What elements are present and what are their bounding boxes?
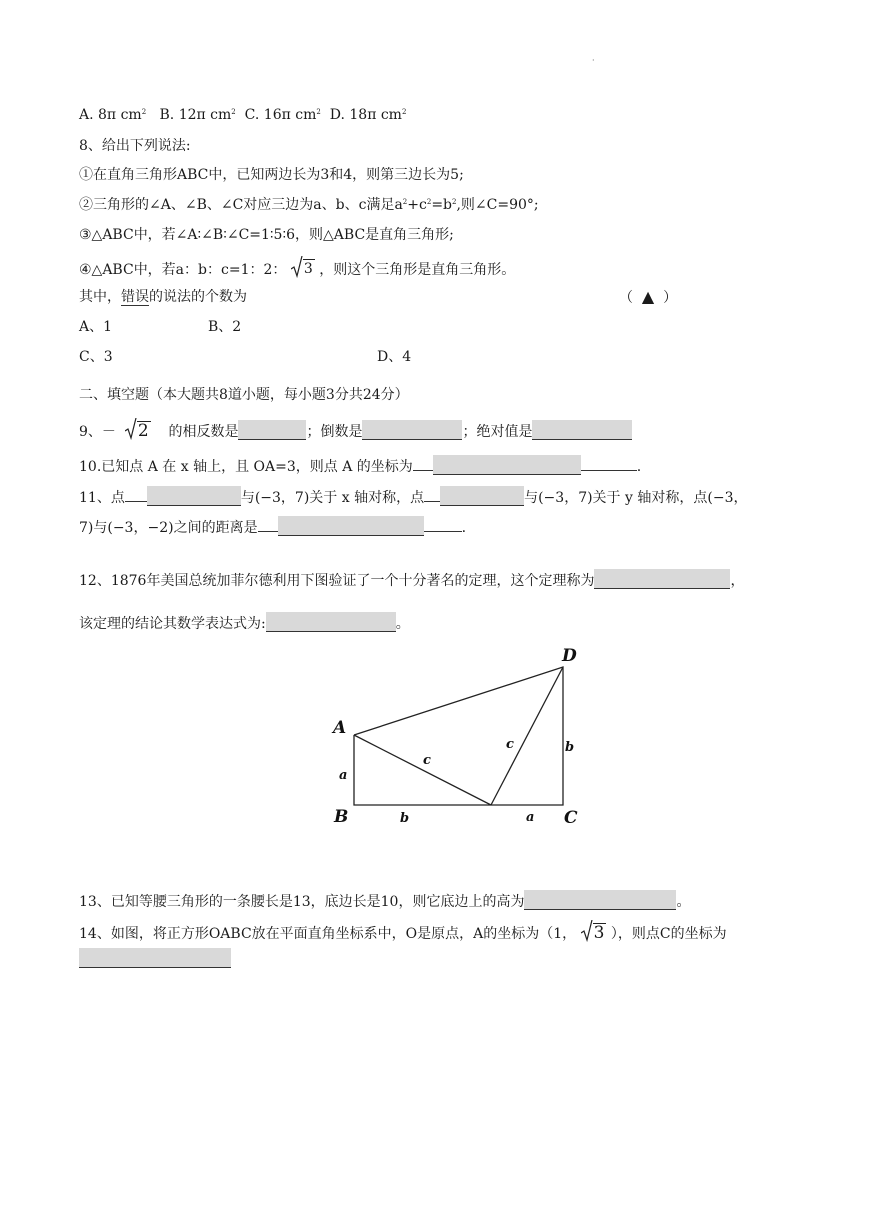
q11-line-2: 7)与(−3，−2)之间的距离是 .: [79, 516, 466, 537]
q7-option-b: B. 12π $cm^2$: [159, 107, 236, 123]
q12-line-2: 该定理的结论其数学表达式为: 。: [79, 612, 410, 633]
q7-option-c: C. 16π $cm^2$: [244, 107, 321, 123]
edge-label-c-left: c: [423, 753, 431, 768]
vertex-label-b: B: [334, 807, 349, 827]
answer-blank[interactable]: [79, 948, 231, 968]
trapezoid-figure: [320, 640, 590, 840]
q8-statement-3: ③△ABC中，若∠A∶∠B∶∠C=1∶5∶6，则△ABC是直角三角形;: [79, 227, 454, 243]
q7-option-a: A. 8π $cm^2$: [79, 107, 147, 123]
q11-line-1: 11、点 与(−3，7)关于 x 轴对称，点 与(−3，7)关于 y 轴对称，点(−3，: [79, 486, 747, 507]
vertex-label-c: C: [564, 808, 578, 828]
q8-title: 8、给出下列说法:: [79, 138, 191, 154]
edge-label-a-left: a: [339, 768, 348, 783]
q9: 9、－ 2 的相反数是 ；倒数是 ；绝对值是: [79, 418, 632, 441]
edge-label-b-bottom: b: [400, 811, 410, 826]
edge-label-c-right: c: [506, 737, 514, 752]
q8-statement-2: ②三角形的∠A、∠B、∠C对应三边为a、b、c满足$a^2+c^2=b^2$,则∠C=90°;: [79, 197, 539, 213]
answer-blank[interactable]: [238, 420, 306, 440]
vertex-label-a: A: [333, 718, 347, 738]
underlined-emphasis: 错误: [121, 289, 149, 305]
answer-blank[interactable]: [440, 486, 524, 506]
answer-blank[interactable]: [147, 486, 241, 506]
answer-blank[interactable]: [433, 455, 581, 475]
q8-option-a: A、1: [79, 319, 113, 335]
q8-question: 其中，错误的说法的个数为: [79, 289, 247, 305]
sqrt-symbol: 3: [291, 256, 315, 278]
answer-blank[interactable]: [524, 890, 676, 910]
q14: 14、如图，将正方形OABC放在平面直角坐标系中，O是原点，A的坐标为（1， 3 ），则点C的坐标为: [79, 920, 727, 943]
q7-option-d: D. 18π $cm^2$: [329, 107, 407, 123]
section-title: 二、填空题（本大题共8道小题，每小题3分共24分）: [79, 387, 409, 403]
q13: 13、已知等腰三角形的一条腰长是13，底边长是10，则它底边上的高为 。: [79, 890, 690, 911]
sqrt-symbol: 3: [581, 920, 607, 942]
q7-options: [79, 106, 406, 124]
q14-answer: [79, 948, 231, 969]
answer-blank[interactable]: [594, 569, 730, 589]
q8-option-b: B、2: [208, 319, 242, 335]
answer-blank[interactable]: [362, 420, 462, 440]
edge-label-a-bottom: a: [526, 810, 535, 825]
q8-option-c: C、3: [79, 349, 113, 365]
triangle-marker-icon: ▲: [641, 287, 655, 306]
header-dot: ·: [592, 56, 595, 65]
q8-statement-4: ④△ABC中，若a：b：c=1：2： 3 ，则这个三角形是直角三角形。: [79, 256, 515, 279]
answer-blank[interactable]: [278, 516, 424, 536]
q10: 10.已知点 A 在 x 轴上，且 OA=3，则点 A 的坐标为 .: [79, 455, 641, 476]
sqrt-symbol: 2: [125, 418, 151, 440]
edge-label-b-right: b: [565, 740, 575, 755]
q8-option-d: D、4: [377, 349, 412, 365]
vertex-label-d: D: [562, 646, 577, 666]
answer-blank[interactable]: [532, 420, 632, 440]
q8-statement-1: ①在直角三角形ABC中，已知两边长为3和4，则第三边长为5;: [79, 167, 464, 183]
q12-line-1: 12、1876年美国总统加菲尔德利用下图验证了一个十分著名的定理，这个定理称为 ，: [79, 569, 744, 590]
answer-bracket: （ ▲ ）: [619, 287, 678, 306]
answer-blank[interactable]: [266, 612, 396, 632]
